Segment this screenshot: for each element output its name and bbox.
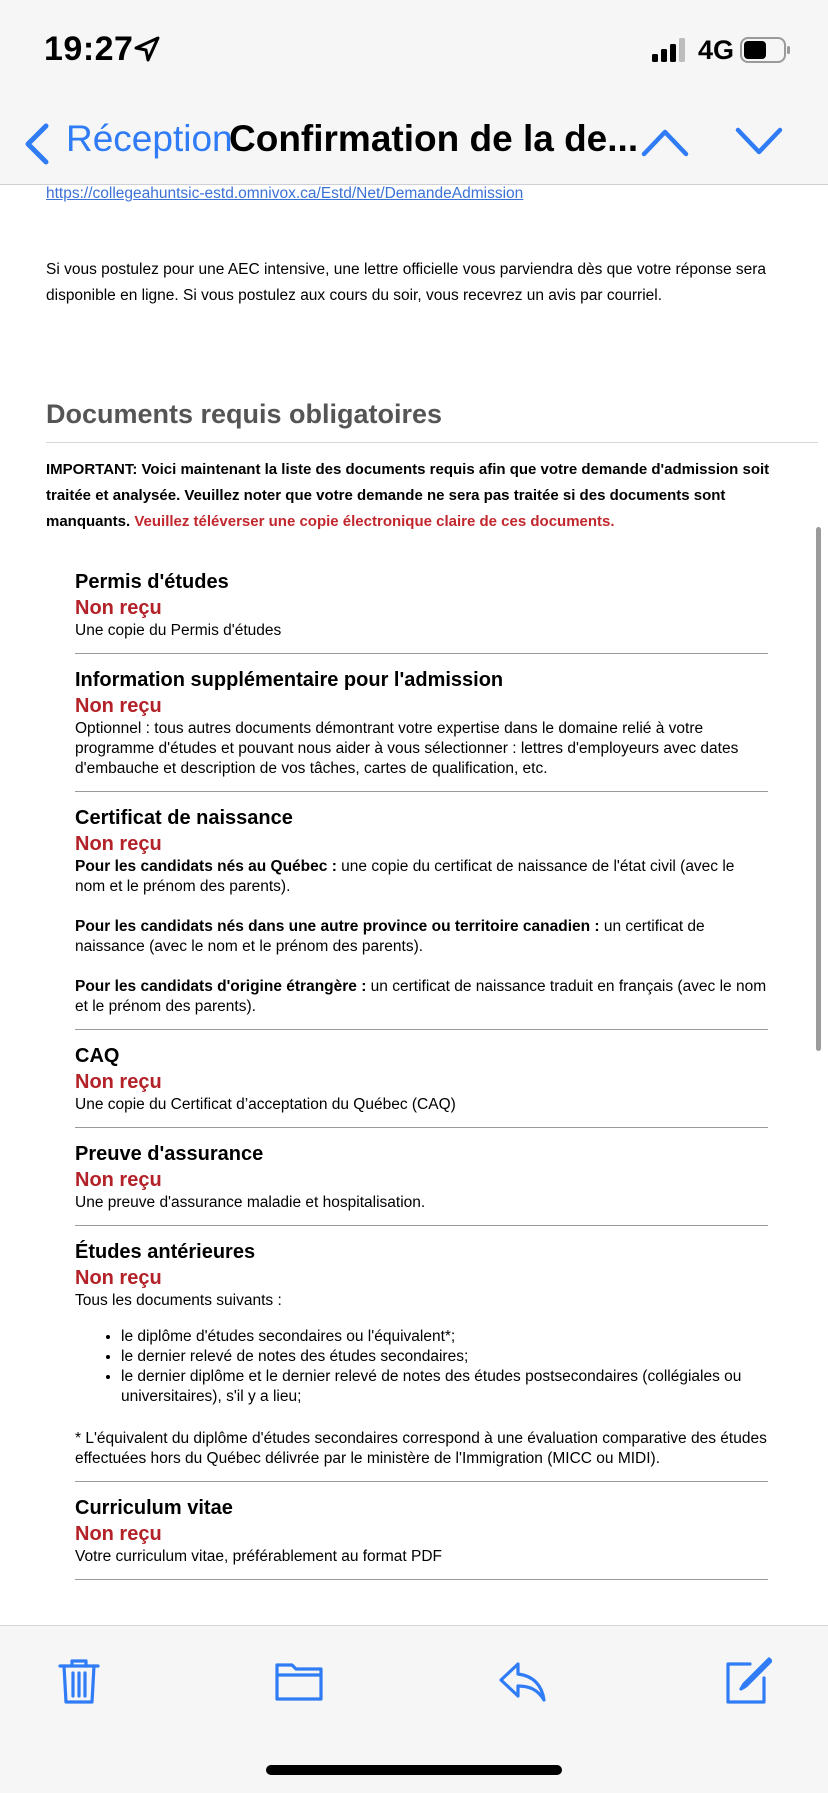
page-title: Confirmation de la de...: [229, 118, 639, 159]
naissance-quebec-label: Pour les candidats nés au Québec :: [75, 858, 337, 875]
naissance-etrangere-label: Pour les candidats d'origine étrangère :: [75, 978, 367, 995]
etudes-note: * L'équivalent du diplôme d'études secondaires correspond à une évaluation comparative des études effectuées hors du Québec délivrée par le ministère de l'Immigration (MICC ou MIDI).: [75, 1430, 767, 1467]
section-divider: [46, 442, 818, 443]
list-item: • le dernier relevé de notes des études secondaires;: [121, 1347, 768, 1367]
doc-description: Votre curriculum vitae, préférablement au format PDF: [75, 1548, 442, 1565]
doc-preuve-assurance: [75, 1141, 768, 1226]
doc-caq: [75, 1043, 768, 1128]
naissance-quebec: [75, 857, 768, 897]
doc-status: Non reçu: [75, 1267, 162, 1289]
list-item: • le diplôme d'études secondaires ou l'équivalent*;: [121, 1327, 768, 1347]
battery-icon: [740, 37, 792, 63]
list-item: • le dernier diplôme et le dernier relevé de notes des études postsecondaires (collégiales ou universitaires), s'il y a lieu;: [121, 1367, 768, 1407]
compose-icon[interactable]: [722, 1656, 772, 1706]
important-red-text: Veuillez téléverser une copie électronique claire de ces documents.: [134, 513, 615, 530]
back-button-label[interactable]: Réception: [66, 118, 233, 159]
important-text: IMPORTANT: Voici maintenant la liste des documents requis afin que votre demande d'admission soit traitée et analysée. Veuillez noter que votre demande ne sera pas traitée si des documents sont manquants.: [46, 461, 770, 530]
doc-description: Une copie du Certificat d’acceptation du Québec (CAQ): [75, 1096, 456, 1113]
doc-status: Non reçu: [75, 833, 162, 855]
chevron-left-icon[interactable]: [22, 122, 52, 166]
nav-bar: [0, 100, 828, 185]
document-list: [75, 569, 768, 1593]
naissance-etrangere-text: un certificat de naissance traduit en français (avec le nom et le prénom des parents).: [75, 978, 767, 1015]
doc-status: Non reçu: [75, 695, 162, 717]
doc-certificat-naissance: [75, 805, 768, 1030]
folder-icon[interactable]: [274, 1656, 324, 1706]
etudes-intro: Tous les documents suivants :: [75, 1292, 282, 1309]
doc-status: Non reçu: [75, 1169, 162, 1191]
important-notice: [46, 457, 786, 535]
doc-description: [75, 857, 768, 1017]
doc-permis-etudes: [75, 569, 768, 654]
doc-title: Preuve d'assurance: [75, 1143, 264, 1165]
doc-description: Optionnel : tous autres documents démontrant votre expertise dans le domaine relié à votre programme d'études et pouvant nous aider à vous sélectionner : lettres d'employeurs avec dates d'embauche et description de vos tâches, cartes de qualification, etc.: [75, 720, 739, 777]
etudes-list: [75, 1327, 768, 1407]
intro-paragraph: Si vous postulez pour une AEC intensive, une lettre officielle vous parviendra dès que votre réponse sera disponible en ligne. Si vous postulez aux cours du soir, vous recevrez un avis par courriel.: [46, 261, 767, 304]
doc-title: Curriculum vitae: [75, 1497, 233, 1519]
doc-description: [75, 1291, 768, 1469]
naissance-quebec-text: une copie du certificat de naissance de l'état civil (avec le nom et le prénom des parents).: [75, 858, 735, 895]
status-bar: [0, 0, 828, 100]
chevron-up-icon[interactable]: [640, 120, 690, 164]
naissance-canada: [75, 917, 768, 957]
doc-curriculum-vitae: [75, 1495, 768, 1580]
doc-title: CAQ: [75, 1045, 120, 1067]
admission-link[interactable]: https://collegeahuntsic-estd.omnivox.ca/Estd/Net/DemandeAdmission: [46, 185, 524, 202]
trash-icon[interactable]: [54, 1656, 104, 1706]
naissance-canada-text: un certificat de naissance (avec le nom et le prénom des parents).: [75, 918, 705, 955]
network-type: 4G: [698, 35, 735, 65]
doc-description: Une preuve d'assurance maladie et hospitalisation.: [75, 1194, 426, 1211]
chevron-down-icon[interactable]: [734, 120, 784, 164]
doc-status: Non reçu: [75, 1071, 162, 1093]
naissance-etrangere: [75, 977, 768, 1017]
doc-title: Études antérieures: [75, 1241, 256, 1263]
home-indicator[interactable]: [266, 1765, 562, 1775]
cellular-signal-icon: [652, 38, 688, 62]
naissance-canada-label: Pour les candidats nés dans une autre province ou territoire canadien :: [75, 918, 600, 935]
section-title: Documents requis obligatoires: [46, 399, 443, 429]
doc-title: Certificat de naissance: [75, 807, 293, 829]
location-arrow-icon: [132, 34, 162, 64]
doc-title: Information supplémentaire pour l'admission: [75, 669, 504, 691]
doc-etudes-anterieures: [75, 1239, 768, 1482]
scrollbar[interactable]: [816, 527, 821, 1051]
doc-title: Permis d'études: [75, 571, 229, 593]
doc-info-supplementaire: [75, 667, 768, 792]
reply-icon[interactable]: [498, 1656, 548, 1706]
email-body[interactable]: [0, 185, 828, 1625]
status-time: 19:27: [44, 30, 134, 68]
doc-status: Non reçu: [75, 1523, 162, 1545]
doc-status: Non reçu: [75, 597, 162, 619]
doc-description: Une copie du Permis d'études: [75, 622, 282, 639]
